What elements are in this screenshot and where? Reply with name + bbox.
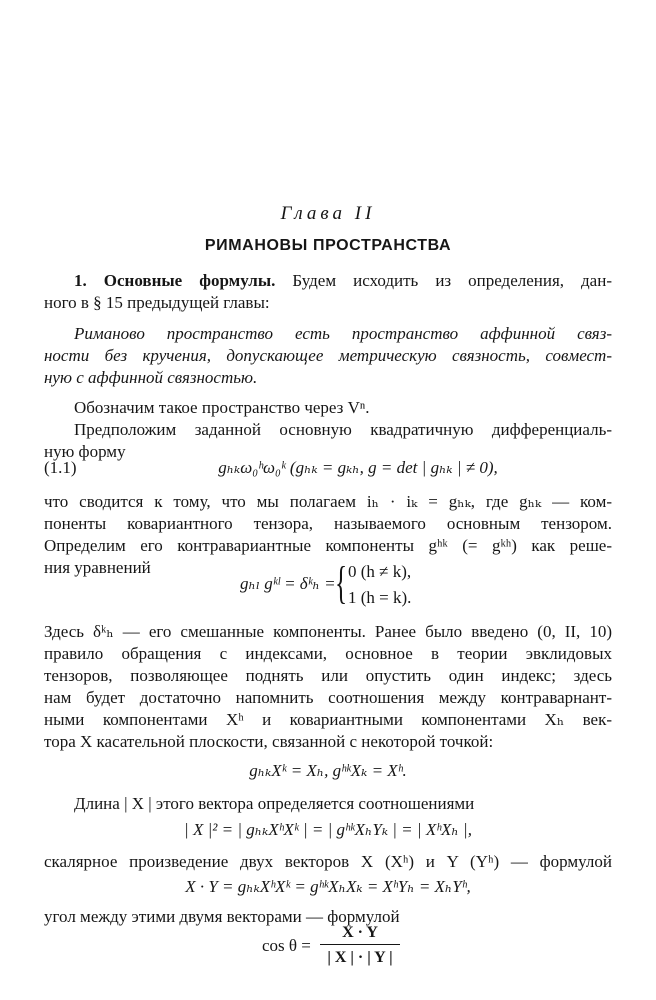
paragraph-3-line-4: нам будет достаточно напомнить соотношения между контраварнант-	[44, 688, 612, 707]
equation-3: | X |² = | gₕₖXʰXᵏ | = | gʰᵏXₕYₖ | = | XʰXₕ |,	[184, 820, 472, 839]
definition-line-1: Риманово пространство есть пространство аффинной связ-	[74, 324, 612, 343]
paragraph-3-line-3: тензоров, позволяющее поднять или опустить один индекс; здесь	[44, 666, 612, 685]
case-2: 1 (h = k).	[348, 588, 412, 607]
case-1: 0 (h ≠ k),	[348, 562, 412, 581]
chapter-label: Глава II	[280, 203, 376, 224]
scalar-line: скалярное произведение двух векторов X (Xʰ) и Y (Yʰ) — формулой	[44, 852, 612, 871]
cases-formula	[0, 557, 656, 612]
definition-line-2: ности без кручения, допускающее метрическую связность, совмест-	[44, 346, 612, 365]
assume-line-1: Предположим заданной основную квадратичную дифференциаль-	[74, 420, 612, 439]
equation-1-1: gₕₖω₀ʰω₀ᵏ (gₕₖ = gₖₕ, g = det | gₕₖ | ≠ 0),	[218, 458, 498, 477]
angle-line: угол между этими двумя векторами — формулой	[44, 907, 400, 926]
assume-line-2: ную форму	[44, 442, 126, 461]
equation-5-lhs: cos θ =	[262, 936, 311, 955]
brace-symbol: {	[334, 557, 348, 608]
chapter-title: РИМАНОВЫ ПРОСТРАНСТВА	[204, 237, 452, 254]
paragraph-1-line-1	[44, 270, 612, 292]
notation-line: Обозначим такое пространство через Vⁿ.	[74, 398, 370, 417]
equation-4: X · Y = gₕₖXʰXᵏ = gʰᵏXₕXₖ = XʰYₕ = XₕYʰ,	[185, 877, 471, 896]
fraction-denominator: | X | · | Y |	[327, 949, 393, 966]
paragraph-3-line-5: ными компонентами Xʰ и ковариантными компонентами Xₕ век-	[44, 710, 612, 729]
paragraph-2-line-2: поненты ковариантного тензора, называемого основным тензором.	[44, 514, 612, 533]
fraction-numerator: X · Y	[320, 924, 400, 945]
paragraph-1-line-2: ного в § 15 предыдущей главы:	[44, 293, 270, 312]
equation-5	[0, 924, 656, 974]
paragraph-3-line-6: тора X касательной плоскости, связанной с некоторой точкой:	[44, 732, 494, 751]
paragraph-2-line-3: Определим его контравариантные компоненты gʰᵏ (= gᵏʰ) как реше-	[44, 536, 612, 555]
paragraph-1-text: Будем исходить из определения, дан-	[275, 271, 612, 290]
equation-2: gₕₖXᵏ = Xₕ, gʰᵏXₖ = Xʰ.	[249, 761, 407, 780]
definition-line-3: ную с аффинной связностью.	[44, 368, 258, 387]
equation-number: (1.1)	[44, 458, 77, 477]
cases-lhs: gₕₗ gᵏˡ = δᵏₕ =	[240, 574, 336, 593]
paragraph-3-line-2: правило обращения с индексами, основное в теории эвклидовых	[44, 644, 612, 663]
section-heading: 1. Основные формулы.	[74, 271, 276, 290]
paragraph-2-line-4: ния уравнений	[44, 558, 151, 577]
paragraph-2-line-1: что сводится к тому, что мы полагаем iₕ · iₖ = gₕₖ, где gₕₖ — ком-	[44, 492, 612, 511]
paragraph-3-line-1: Здесь δᵏₕ — его смешанные компоненты. Ранее было введено (0, II, 10)	[44, 622, 612, 641]
length-line: Длина | X | этого вектора определяется соотношениями	[74, 794, 475, 813]
